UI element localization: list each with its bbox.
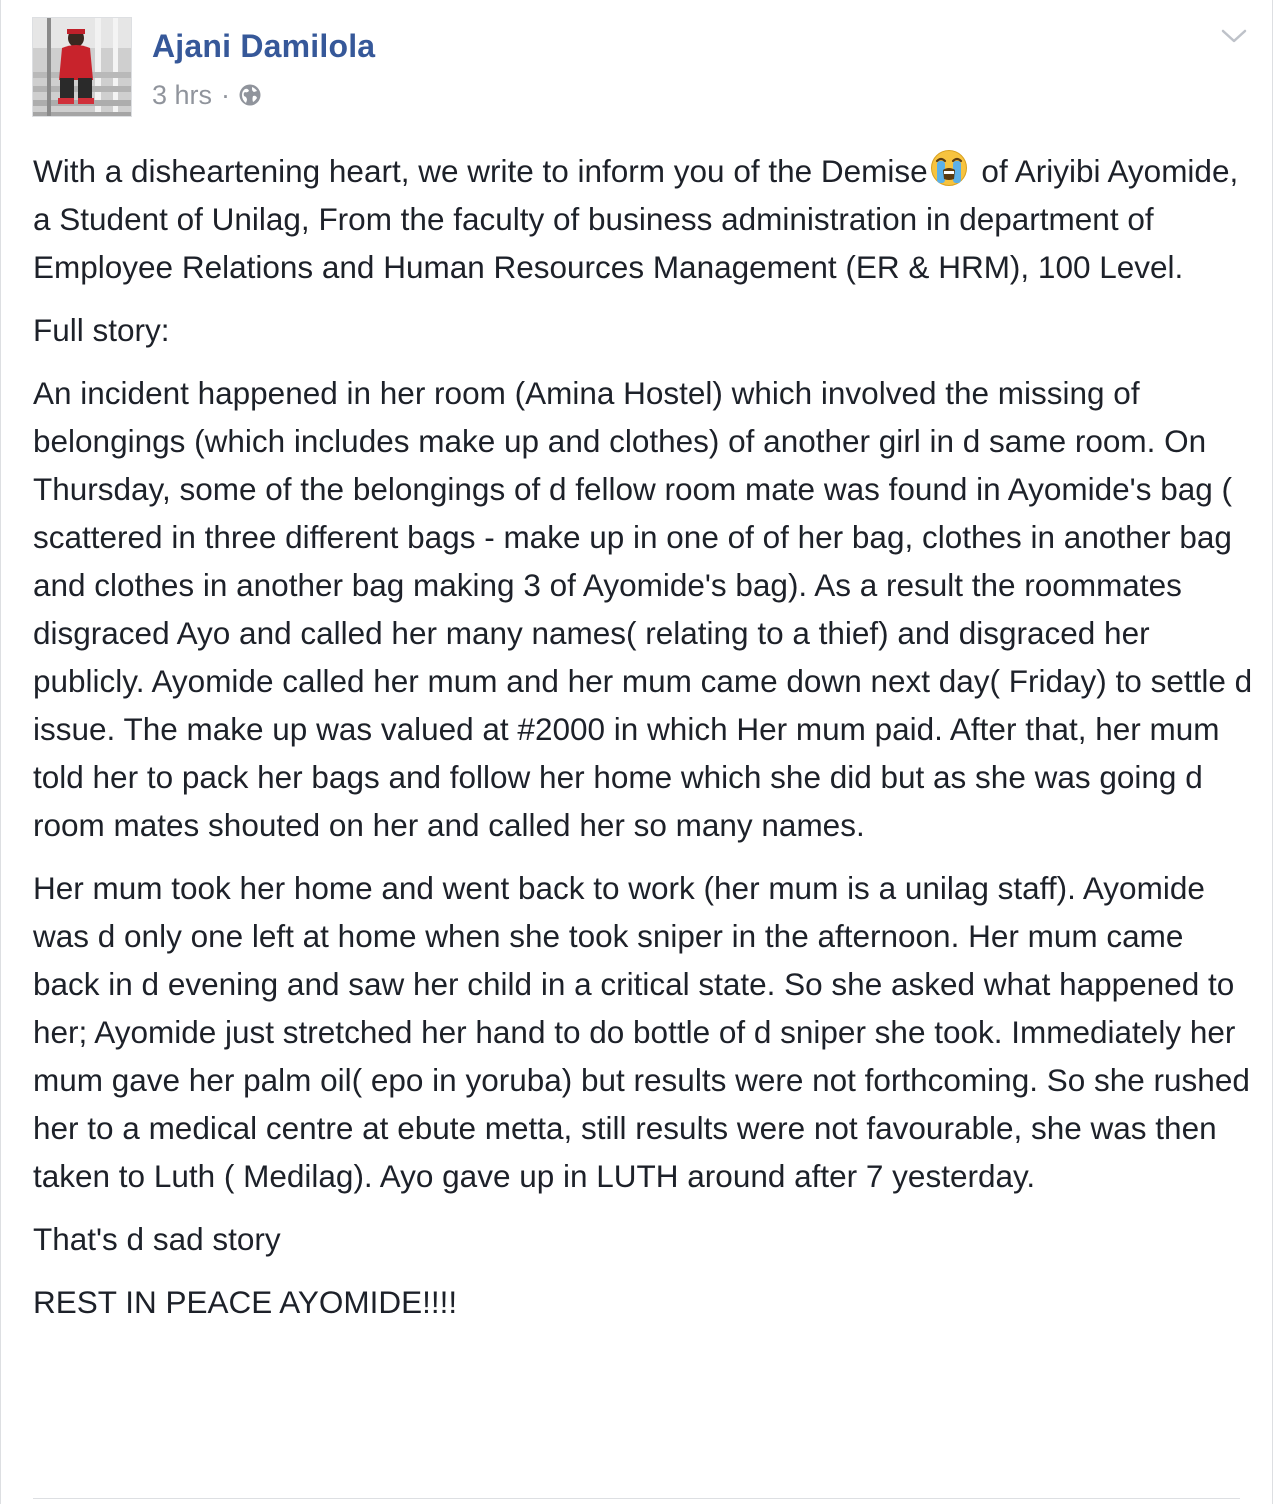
author-name[interactable]: Ajani Damilola (152, 28, 376, 64)
post-paragraph-incident: An incident happened in her room (Amina Hostel) which involved the missing of belongings (which includes make up and clothes) of another girl in d same room. On Thursday, some of the belongings of d fellow room mate was found in Ayomide's bag ( scattered in three different bags - make up in one of of her bag, clothes in another bag and clothes in another bag making 3 of Ayomide's bag). As a result the roommates disgraced Ayo and called her many names( relating to a thief) and disgraced her publicly. Ayomide called her mum and her mum came down next day( Friday) to settle d issue. The make up was valued at #2000 in which Her mum paid. After that, her mum told her to pack her bags and follow her home which she did but as she was going d room mates shouted on her and called her so many names. (33, 375, 1253, 843)
announcement-text-end: of Ariyibi Ayomide, a Student of Unilag, From the faculty of business administration in department of Employee Relations and Human Resources Management (ER & HRM), 100 Level. (33, 153, 1239, 285)
post-timestamp[interactable]: 3 hrs (152, 79, 213, 110)
chevron-down-icon[interactable] (1220, 25, 1248, 47)
announcement-text-start: With a disheartening heart, we write to inform you of the Demise (33, 153, 928, 189)
meta-separator: · (221, 79, 231, 110)
profile-photo (33, 18, 132, 117)
divider (33, 1498, 1240, 1499)
loudly-crying-face-emoji-icon (929, 148, 969, 188)
post-paragraph-aftermath: Her mum took her home and went back to work (her mum is a unilag staff). Ayomide was d only one left at home when she took sniper in the afternoon. Her mum came back in d evening and saw her child in a critical state. So she asked what happened to her; Ayomide just stretched her hand to do bottle of d sniper she took. Immediately her mum gave her palm oil( epo in yoruba) but results were not forthcoming. So she rushed her to a medical centre at ebute metta, still results were not favourable, she was then taken to Luth ( Medilag). Ayo gave up in LUTH around after 7 yesterday. (33, 870, 1250, 1194)
post-paragraph-announcement (33, 147, 1258, 291)
post-paragraph-heading: Full story: (33, 312, 170, 348)
post-paragraph-closing: That's d sad story (33, 1221, 281, 1257)
post-meta (152, 78, 262, 112)
globe-icon[interactable] (238, 83, 262, 107)
post-paragraph-rip: REST IN PEACE AYOMIDE!!!! (33, 1284, 458, 1320)
post-body (33, 147, 1258, 1341)
author-avatar[interactable] (32, 17, 132, 117)
